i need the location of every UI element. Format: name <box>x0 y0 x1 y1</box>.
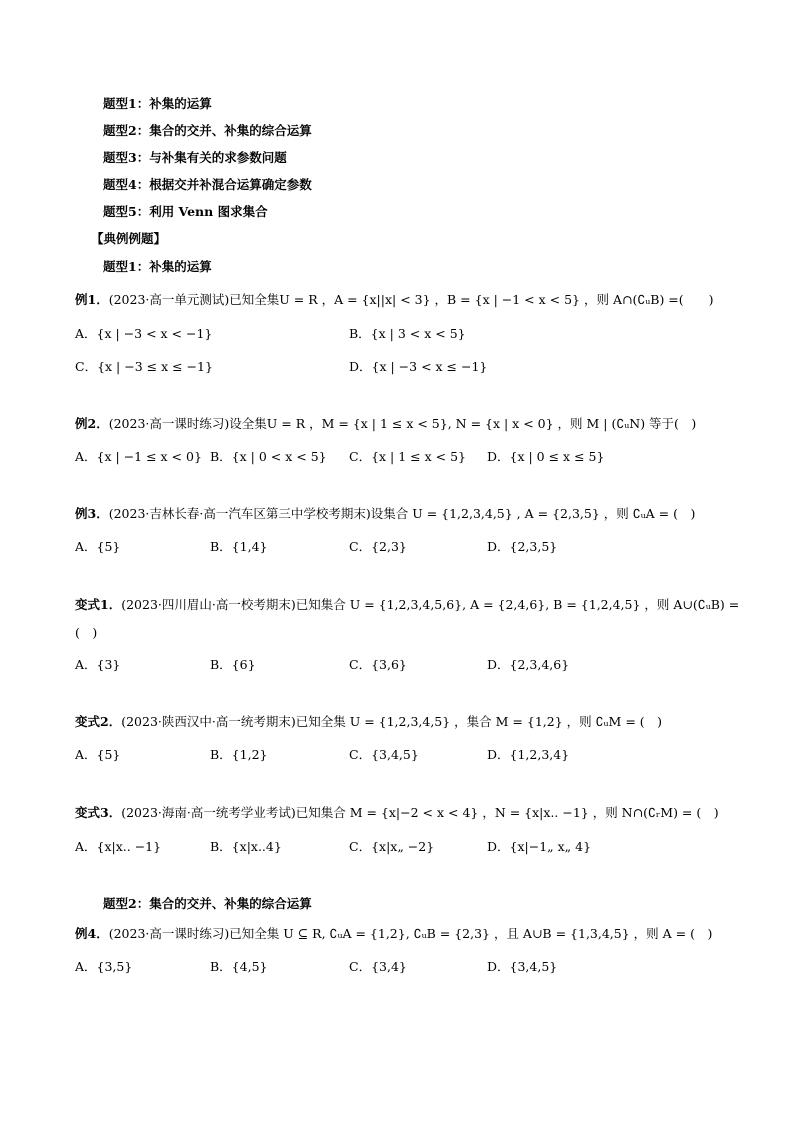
section-heading: 【典例例题】 <box>91 231 167 246</box>
question-label: 例1． <box>75 292 109 307</box>
question-3 <box>75 506 695 522</box>
q3-option-a: A．{5} <box>75 539 121 554</box>
outline-item-1: 题型1：补集的运算 <box>103 96 212 111</box>
outline-item-4: 题型4：根据交并补混合运算确定参数 <box>103 177 312 192</box>
q3-option-c: C．{2,3} <box>349 539 407 554</box>
question-4 <box>75 597 739 613</box>
q3-option-b: B．{1,4} <box>210 539 268 554</box>
q7-option-b: B．{4,5} <box>210 959 268 974</box>
question-stem: (2023·吉林长春·高一汽车区第三中学校考期末)设集合 U = {1,2,3,4,5} , A = {2,3,5} ，则 ∁ᵤA = ( ) <box>108 506 696 521</box>
q6-option-a: A．{x|x.. −1} <box>75 839 162 854</box>
outline-item-2: 题型2：集合的交并、补集的综合运算 <box>103 123 312 138</box>
type1-heading: 题型1：补集的运算 <box>103 259 212 274</box>
question-label: 变式1． <box>75 597 122 612</box>
q6-option-b: B．{x|x..4} <box>210 839 282 854</box>
q4-option-a: A．{3} <box>75 657 121 672</box>
question-label: 例4． <box>75 926 109 941</box>
q7-option-d: D．{3,4,5} <box>487 959 558 974</box>
question-2 <box>75 416 696 432</box>
question-1 <box>75 292 714 308</box>
q3-option-d: D．{2,3,5} <box>487 539 558 554</box>
q6-option-d: D．{x|−1„ x„ 4} <box>487 839 592 854</box>
question-5 <box>75 714 662 730</box>
question-stem: (2023·高一课时练习)设全集U = R ，M = {x | 1 ≤ x < 5}, N = {x | x < 0} ，则 M | (∁ᵤN) 等于( ) <box>108 416 697 431</box>
q2-option-d: D．{x | 0 ≤ x ≤ 5} <box>487 449 605 464</box>
q5-option-a: A．{5} <box>75 747 121 762</box>
question-4-continuation: ( ) <box>75 625 98 640</box>
question-6 <box>75 805 719 821</box>
q7-option-c: C．{3,4} <box>349 959 407 974</box>
q1-option-a: A．{x | −3 < x < −1} <box>75 326 213 341</box>
q1-option-d: D．{x | −3 < x ≤ −1} <box>349 359 488 374</box>
q2-option-c: C．{x | 1 ≤ x < 5} <box>349 449 466 464</box>
q1-option-c: C．{x | −3 ≤ x ≤ −1} <box>75 359 213 374</box>
q7-option-a: A．{3,5} <box>75 959 133 974</box>
q2-option-b: B．{x | 0 < x < 5} <box>210 449 327 464</box>
question-stem: (2023·高一单元测试)已知全集U = R ，A = {x||x| < 3} ，B = {x | −1 < x < 5} ，则 A∩(∁ᵤB) =( ) <box>108 292 714 307</box>
question-stem: (2023·高一课时练习)已知全集 U ⊆ R, ∁ᵤA = {1,2}, ∁ᵤB = {2,3} ，且 A∪B = {1,3,4,5} ，则 A = ( ) <box>108 926 713 941</box>
question-label: 变式2． <box>75 714 122 729</box>
q5-option-c: C．{3,4,5} <box>349 747 419 762</box>
type2-heading: 题型2：集合的交并、补集的综合运算 <box>103 896 312 911</box>
question-7 <box>75 926 712 942</box>
question-label: 变式3． <box>75 805 122 820</box>
q4-option-d: D．{2,3,4,6} <box>487 657 570 672</box>
outline-item-5: 题型5：利用 Venn 图求集合 <box>103 204 268 219</box>
q4-option-c: C．{3,6} <box>349 657 407 672</box>
q2-option-a: A．{x | −1 ≤ x < 0} <box>75 449 202 464</box>
question-label: 例3． <box>75 506 109 521</box>
q5-option-b: B．{1,2} <box>210 747 268 762</box>
q1-option-b: B．{x | 3 < x < 5} <box>349 326 466 341</box>
q5-option-d: D．{1,2,3,4} <box>487 747 570 762</box>
outline-item-3: 题型3：与补集有关的求参数问题 <box>103 150 287 165</box>
question-stem: (2023·陕西汉中·高一统考期末)已知全集 U = {1,2,3,4,5} ，集合 M = {1,2} ，则 ∁ᵤM = ( ) <box>121 714 663 729</box>
question-stem: (2023·海南·高一统考学业考试)已知集合 M = {x|−2 < x < 4} ，N = {x|x.. −1} ，则 N∩(∁ᵣM) = ( ) <box>121 805 719 820</box>
q4-option-b: B．{6} <box>210 657 256 672</box>
question-label: 例2． <box>75 416 109 431</box>
q6-option-c: C．{x|x„ −2} <box>349 839 435 854</box>
question-stem: (2023·四川眉山·高一校考期末)已知集合 U = {1,2,3,4,5,6}, A = {2,4,6}, B = {1,2,4,5} ，则 A∪(∁ᵤB) = <box>121 597 740 612</box>
